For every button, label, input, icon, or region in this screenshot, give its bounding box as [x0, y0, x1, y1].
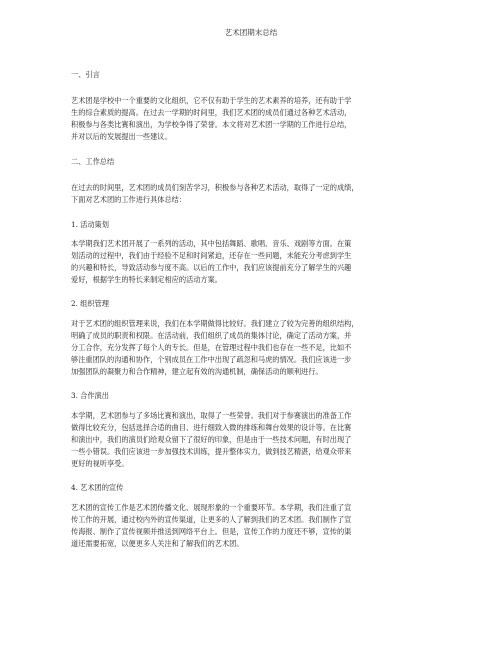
paragraph-line: 更好的视听享受。 — [71, 459, 129, 468]
paragraph-line: 道还需要拓宽，以便更多人关注和了解我们的艺术团。 — [71, 539, 244, 548]
subsection-title-performance: 3. 合作演出 — [71, 391, 109, 400]
paragraph-line: 在过去的时间里，艺术团的成员们刻苦学习，积极参与各种艺术活动，取得了一定的成绩， — [71, 183, 359, 192]
paragraph-line: 和演出中，我们的演员们给观众留下了很好的印象，但是由于一些技术问题，有时出现了 — [71, 435, 352, 444]
paragraph-line: 本学期，艺术团参与了多场比赛和演出，取得了一些荣誉。我们对于参赛演出的准备工作 — [71, 411, 352, 420]
paragraph-line: 加强团队的凝聚力和合作精神，建立起有效的沟通机制，确保活动的顺利进行。 — [71, 367, 323, 376]
paragraph-line: 艺术团的宣传工作是艺术团传播文化、展现形象的一个重要环节。本学期，我们注重了宣 — [71, 503, 352, 512]
section-heading-work: 二、工作总结 — [71, 157, 115, 166]
paragraph-line: 做得比较充分，包括选择合适的曲目、进行细致入微的排练和舞台效果的设计等。在比赛 — [71, 423, 352, 432]
paragraph-line: 明确了成员的职责和权限。在活动前，我们组织了成员的集体讨论，确定了活动方案，并 — [71, 331, 352, 340]
paragraph-line: 爱好，根据学生的特长来制定相应的活动方案。 — [71, 275, 222, 284]
paragraph-planning — [71, 238, 433, 286]
paragraph-line: 下面对艺术团的工作进行具体总结： — [71, 195, 187, 204]
paragraph-line: 够注重团队的沟通和协作，个别成员在工作中出现了疏忽和马虎的情况。我们应该进一步 — [71, 355, 352, 364]
paragraph-line: 一些小错误。我们应该进一步加强技术训练，提升整体实力，做到技艺精湛，给观众带来 — [71, 447, 352, 456]
subsection-title-planning: 1. 活动策划 — [71, 220, 109, 229]
paragraph-intro — [71, 95, 433, 143]
paragraph-line: 并对以后的发展提出一些建议。 — [71, 132, 172, 141]
paragraph-management — [71, 318, 433, 378]
paragraph-line: 的兴趣和特长，导致活动参与度不高。以后的工作中，我们应该提前充分了解学生的兴趣 — [71, 263, 352, 272]
paragraph-line: 积极参与各类比赛和演出，为学校争得了荣誉。本文将对艺术团一学期的工作进行总结， — [71, 120, 352, 129]
subsection-title-publicity: 4. 艺术团的宣传 — [71, 483, 124, 492]
paragraph-line: 划活动的过程中，我们由于经验不足和时间紧迫，还存在一些问题，未能充分考虑到学生 — [71, 251, 352, 260]
paragraph-line: 分工合作，充分发挥了每个人的专长。但是，在管理过程中我们也存在一些不足，比如不 — [71, 343, 352, 352]
paragraph-line: 艺术团是学校中一个重要的文化组织，它不仅有助于学生的艺术素养的培养，还有助于学 — [71, 96, 352, 105]
paragraph-line: 本学期我们艺术团开展了一系列的活动，其中包括舞蹈、歌唱、音乐、戏剧等方面。在策 — [71, 239, 352, 248]
paragraph-work-intro — [71, 182, 433, 206]
paragraph-publicity — [71, 502, 433, 550]
subsection-title-management: 2. 组织管理 — [71, 299, 109, 308]
paragraph-line: 传海报、制作了宣传视频并推送到网络平台上。但是，宣传工作的力度还不够，宣传的渠 — [71, 527, 352, 536]
paragraph-line: 生的综合素质的提高。在过去一学期的时间里，我们艺术团的成员们通过各种艺术活动， — [71, 108, 352, 117]
page-title: 艺术团期末总结 — [224, 28, 278, 37]
section-heading-intro: 一、引言 — [71, 70, 100, 79]
paragraph-line: 对于艺术团的组织管理来说，我们在本学期做得比较好。我们建立了较为完善的组织结构， — [71, 319, 359, 328]
paragraph-performance — [71, 410, 433, 470]
paragraph-line: 传工作的开展，通过校内外的宣传渠道，让更多的人了解到我们的艺术团。我们制作了宣 — [71, 515, 352, 524]
